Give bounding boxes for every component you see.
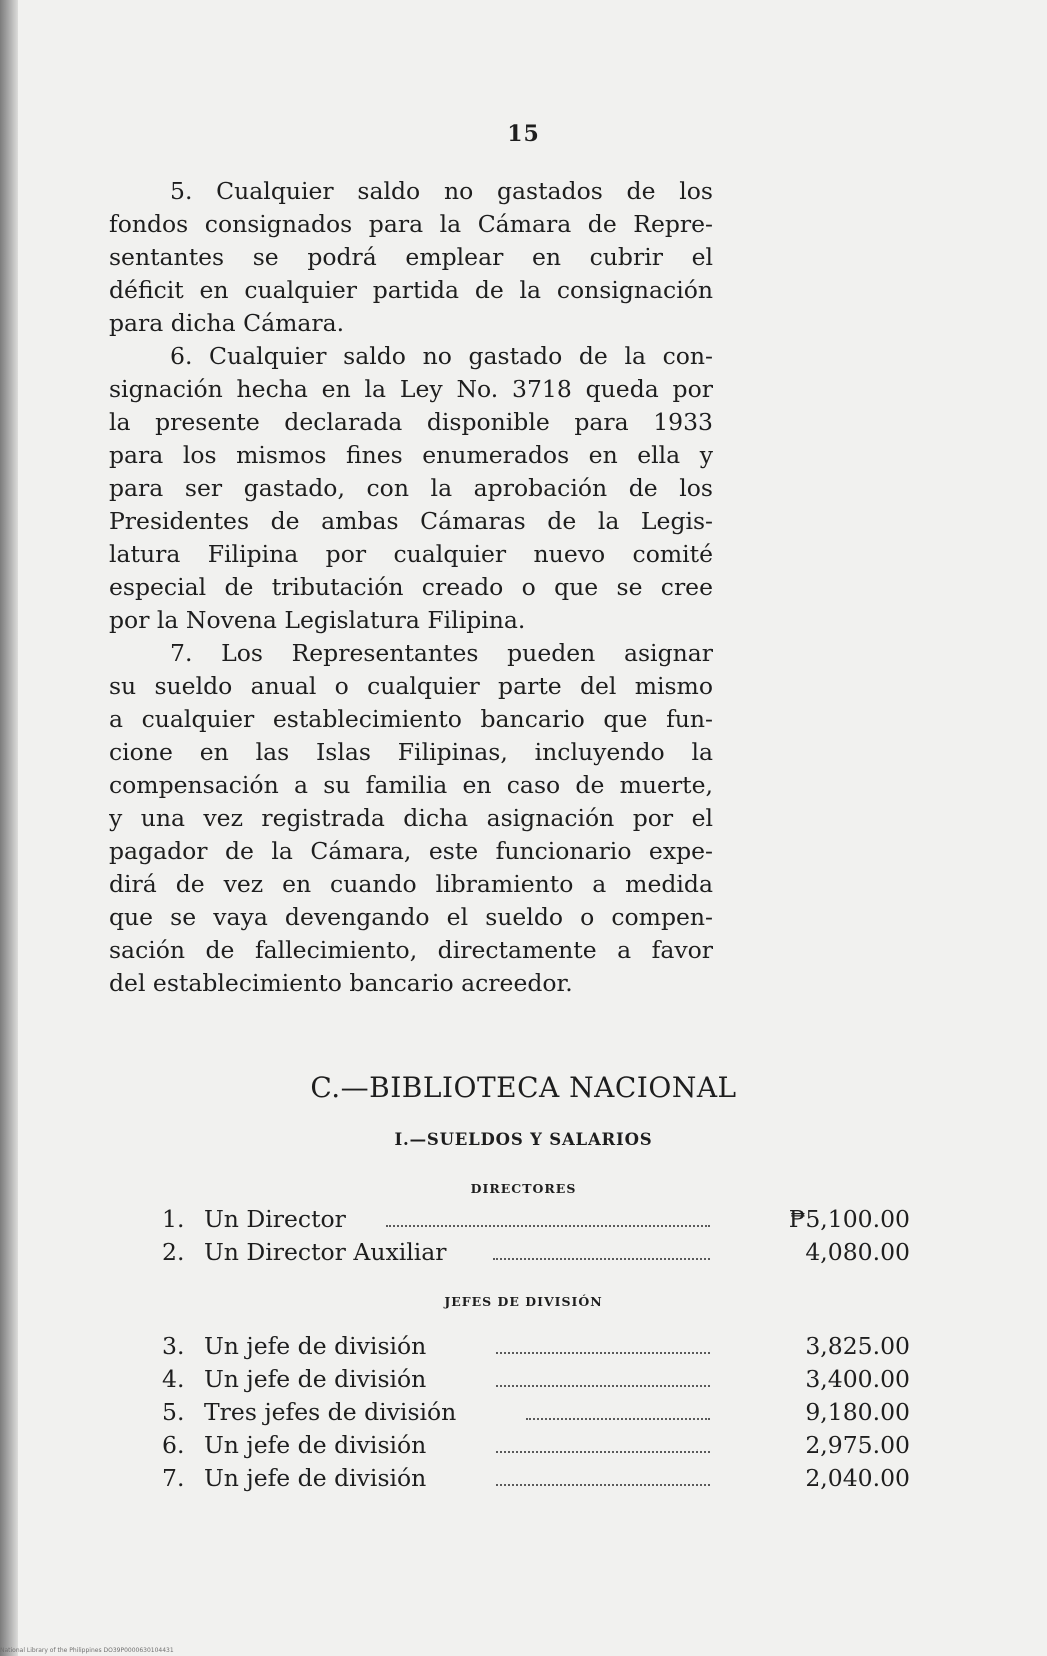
paragraph-line: 5. Cualquier saldo no gastados de los [170,177,713,205]
scan-footer: National Library of the Philippines DO39P0000630104431 [0,1647,174,1654]
dot-leader [496,1484,710,1486]
dot-leader [493,1258,710,1260]
group-heading-directores: DIRECTORES [470,1181,577,1196]
paragraph-line: 6. Cualquier saldo no gastado de la con- [170,342,713,370]
paragraph-line: que se vaya devengando el sueldo o compen- [109,903,713,931]
item-amount: 9,180.00 [805,1398,910,1426]
item-label: Un jefe de división [204,1431,427,1459]
item-label: Un jefe de división [204,1365,427,1393]
paragraph-line: Presidentes de ambas Cámaras de la Legis- [109,507,713,535]
item-number: 7. [162,1464,185,1492]
paragraph-line: déficit en cualquier partida de la consignación [109,276,713,304]
paragraph-line: la presente declarada disponible para 1933 [109,408,713,436]
item-amount: ₱5,100.00 [788,1205,910,1233]
paragraph-line: y una vez registrada dicha asignación por el [109,804,713,832]
paragraph-line: dirá de vez en cuando libramiento a medida [109,870,713,898]
budget-item [162,1330,910,1362]
paragraph-line: especial de tributación creado o que se cree [109,573,713,601]
paragraph-line: sación de fallecimiento, directamente a favor [109,936,713,964]
dot-leader [526,1418,710,1420]
item-label: Un jefe de división [204,1332,427,1360]
section-title: C.—BIBLIOTECA NACIONAL [310,1071,737,1104]
budget-item [162,1396,910,1428]
item-number: 5. [162,1398,185,1426]
dot-leader [386,1225,710,1227]
budget-item [162,1462,910,1494]
paragraph-line: 7. Los Representantes pueden asignar [170,639,713,667]
item-number: 6. [162,1431,185,1459]
paragraph-line: fondos consignados para la Cámara de Repre- [109,210,713,238]
paragraph-line: sentantes se podrá emplear en cubrir el [109,243,713,271]
item-label: Un Director Auxiliar [204,1238,447,1266]
paragraph-line: signación hecha en la Ley No. 3718 queda por [109,375,713,403]
paragraph-line: latura Filipina por cualquier nuevo comité [109,540,713,568]
item-label: Un Director [204,1205,346,1233]
paragraph-line: pagador de la Cámara, este funcionario expe- [109,837,713,865]
paragraph-line: para ser gastado, con la aprobación de los [109,474,713,502]
paragraph-line: para los mismos fines enumerados en ella y [109,441,713,469]
paragraph-line: por la Novena Legislatura Filipina. [109,606,526,634]
group-heading-jefes: JEFES DE DIVISIÓN [444,1294,603,1309]
item-amount: 2,975.00 [805,1431,910,1459]
item-amount: 3,825.00 [805,1332,910,1360]
binding-shadow [0,0,18,1656]
budget-item [162,1429,910,1461]
paragraph-line: a cualquier establecimiento bancario que fun- [109,705,713,733]
dot-leader [496,1451,710,1453]
paragraph-line: cione en las Islas Filipinas, incluyendo la [109,738,713,766]
subsection-title: I.—SUELDOS Y SALARIOS [394,1130,653,1149]
budget-item [162,1203,910,1235]
paragraph-line: del establecimiento bancario acreedor. [109,969,573,997]
dot-leader [496,1352,710,1354]
item-amount: 4,080.00 [805,1238,910,1266]
paragraph-line: compensación a su familia en caso de muerte, [109,771,713,799]
item-number: 4. [162,1365,185,1393]
item-amount: 3,400.00 [805,1365,910,1393]
item-number: 1. [162,1205,185,1233]
body-paragraphs [109,175,713,1000]
budget-item [162,1363,910,1395]
item-label: Tres jefes de división [204,1398,457,1426]
item-number: 2. [162,1238,185,1266]
dot-leader [496,1385,710,1387]
item-amount: 2,040.00 [805,1464,910,1492]
paragraph-line: para dicha Cámara. [109,309,345,337]
page-number: 15 [507,121,540,147]
budget-item [162,1236,910,1268]
paragraph-line: su sueldo anual o cualquier parte del mismo [109,672,713,700]
item-label: Un jefe de división [204,1464,427,1492]
item-number: 3. [162,1332,185,1360]
